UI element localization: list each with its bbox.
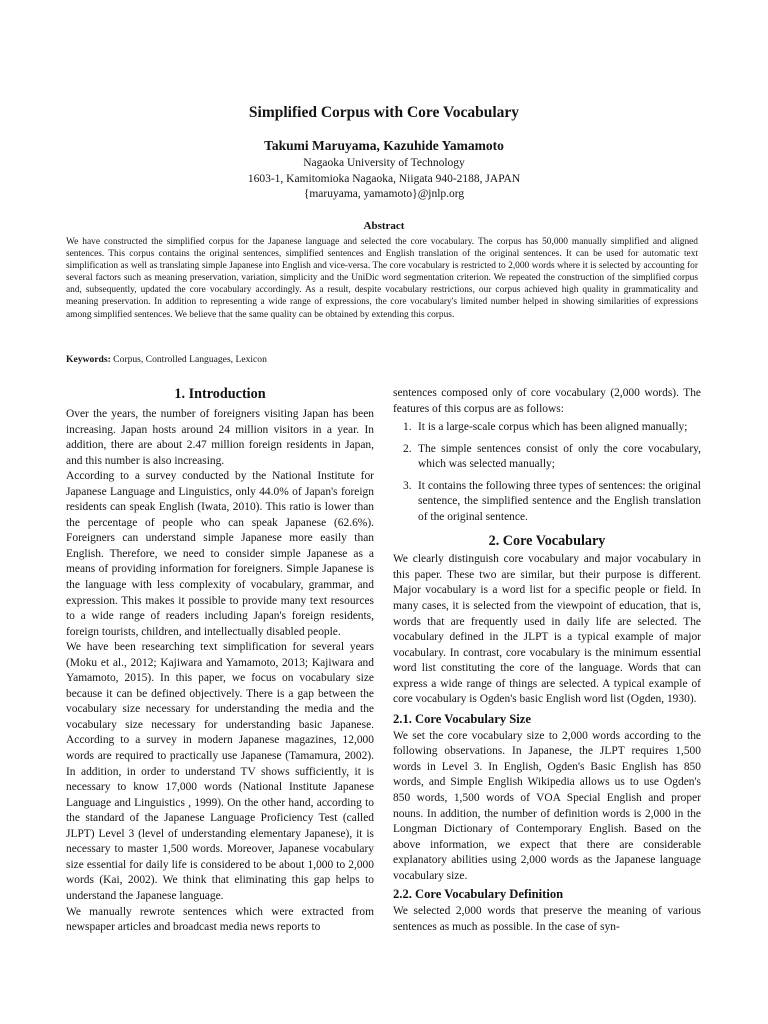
intro-paragraph: According to a survey conducted by the National Institute for Japanese Language and Linguistics, only 44.0% of Japan's foreign residents can speak English (Iwata, 2010). This ratio is lower than the percentage of people who can speak Japanese (62.6%). Foreigners can understand simple Japanese more easily than English. Therefore, we need to consider simple Japanese as a means of providing information for foreigners. Simple Japanese is the language with less complexity of vocabulary, grammar, and expression. This makes it possible to provide many text resources to a wide range of readers including Japan's foreign residents, foreign tourists, children, and intellectually disabled people.	[66, 470, 374, 638]
paper-authors: Takumi Maruyama, Kazuhide Yamamoto	[264, 138, 504, 153]
intro-paragraph: We have been researching text simplification for several years (Moku et al., 2012; Kajiwara and Yamamoto, 2013; Kajiwara and Yamamoto, 2015). In this paper, we focus on vocabulary size because it can be defined objectively. There is a gap between the vocabulary size necessary for understanding the media and the vocabulary size necessary for understanding basic Japanese. According to a survey in modern Japanese magazines, 12,000 words are required to practically use Japanese (Tamamura, 2002). In addition, in order to understand TV shows sufficiently, it is necessary to know 17,000 words (National Institute Japanese Language and Linguistics , 1999). On the other hand, according to the standard of the Japanese Language Proficiency Test (called JLPT) Level 3 (level of understanding elementary Japanese), it is necessary to master 1,500 words. Moreover, Japanese vocabulary size essential for daily life is considered to be about 1,000 to 2,000 words (Kai, 2002). We think that eliminating this gap helps to understand the Japanese language.	[66, 641, 374, 902]
affiliation-block	[0, 156, 768, 203]
paper-title: Simplified Corpus with Core Vocabulary	[248, 104, 520, 121]
list-item	[393, 420, 701, 436]
email: {maruyama, yamamoto}@jnlp.org	[303, 188, 465, 201]
section-heading-core-vocabulary: 2. Core Vocabulary	[488, 533, 606, 550]
core-vocabulary-definition-paragraph: We selected 2,000 words that preserve the meaning of various sentences as much as possible. In the case of syn-	[393, 905, 701, 933]
feature-list	[393, 420, 701, 525]
section-heading-introduction: 1. Introduction	[174, 386, 266, 402]
institution: Nagaoka University of Technology	[303, 157, 465, 169]
core-vocabulary-size-paragraph: We set the core vocabulary size to 2,000 words according to the following observations. In Japanese, the JLPT requires 1,500 words in Level 3. In English, Ogden's Basic English has 850 words, and Simple English Wikipedia allows us to use Ogden's 850 words, 1,500 words of VOA Special English and proper nouns. In addition, the number of definition words is 2,000 in the Longman Dictionary of Contemporary English. Based on the above information, we expect that there are considerable explanatory abilities using 2,000 words as the Japanese language vocabulary size.	[393, 729, 701, 882]
address: 1603-1, Kamitomioka Nagaoka, Niigata 940-2188, JAPAN	[247, 172, 521, 185]
list-item	[393, 442, 701, 473]
abstract-heading: Abstract	[363, 220, 405, 232]
keywords-line	[66, 354, 698, 365]
abstract-text: We have constructed the simplified corpus for the Japanese language and selected the core vocabulary. The corpus has 50,000 manually simplified and aligned sentences. This corpus contains the original sentences, simplified sentences and English translation of the original sentences. It can be used for automatic text simplification as well as translating simple Japanese into English and vice-versa. The core vocabulary is restricted to 2,000 words where it is selected by accounting for several factors such as meaning preservation, variation, simplicity and the UniDic word segmentation criterion. We repeated the construction of the simplified corpus and, subsequently, updated the core vocabulary accordingly. As a result, despite vocabulary restrictions, our corpus achieved high quality in grammaticality and meaning preservation. In addition to representing a wide range of expressions, the core vocabulary's limited number helped in showing similarities of expressions among simplified sentences. We believe that the same quality can be obtained by extending this corpus.	[66, 237, 698, 320]
subsection-heading-definition: 2.2. Core Vocabulary Definition	[393, 887, 564, 902]
intro-paragraph: We manually rewrote sentences which were extracted from newspaper articles and broadcast media news reports to	[66, 905, 374, 934]
left-column	[66, 384, 374, 936]
right-column	[393, 386, 701, 935]
subsection-heading-size: 2.1. Core Vocabulary Size	[393, 711, 531, 726]
list-text: It is a large-scale corpus which has been aligned manually;	[418, 421, 688, 434]
list-text: The simple sentences consist of only the core vocabulary, which was selected manually;	[418, 442, 701, 471]
list-number: 3.	[403, 479, 412, 492]
core-vocabulary-paragraph: We clearly distinguish core vocabulary and major vocabulary in this paper. These two are similar, but their purpose is different. Major vocabulary is a word list for a specific people or field. In many cases, it is selected from the viewpoint of education, that is, words that are frequently used in daily life are selected. The vocabulary defined in the JLPT is a typical example of major vocabulary. In contrast, core vocabulary is the minimum essential word list constituting the core of the language. Words that can express a wide range of things are selected. A typical example of core vocabulary is Ogden's basic English word list (Ogden, 1930).	[393, 553, 701, 706]
intro-continuation: sentences composed only of core vocabulary (2,000 words). The features of this corpus are as follows:	[393, 387, 701, 415]
keywords-label: Keywords:	[66, 354, 111, 365]
list-number: 1.	[403, 421, 412, 434]
keywords-text: Corpus, Controlled Languages, Lexicon	[113, 354, 267, 365]
intro-paragraph: Over the years, the number of foreigners visiting Japan has been increasing. Japan hosts around 24 million visitors in a year. In addition, there are about 2.47 million foreign residents in Japan, and this number is also increasing.	[66, 408, 374, 467]
list-text: It contains the following three types of sentences: the original sentence, the simplified sentence and the English translation of the original sentence.	[418, 479, 701, 523]
list-number: 2.	[403, 442, 412, 455]
list-item	[393, 479, 701, 526]
